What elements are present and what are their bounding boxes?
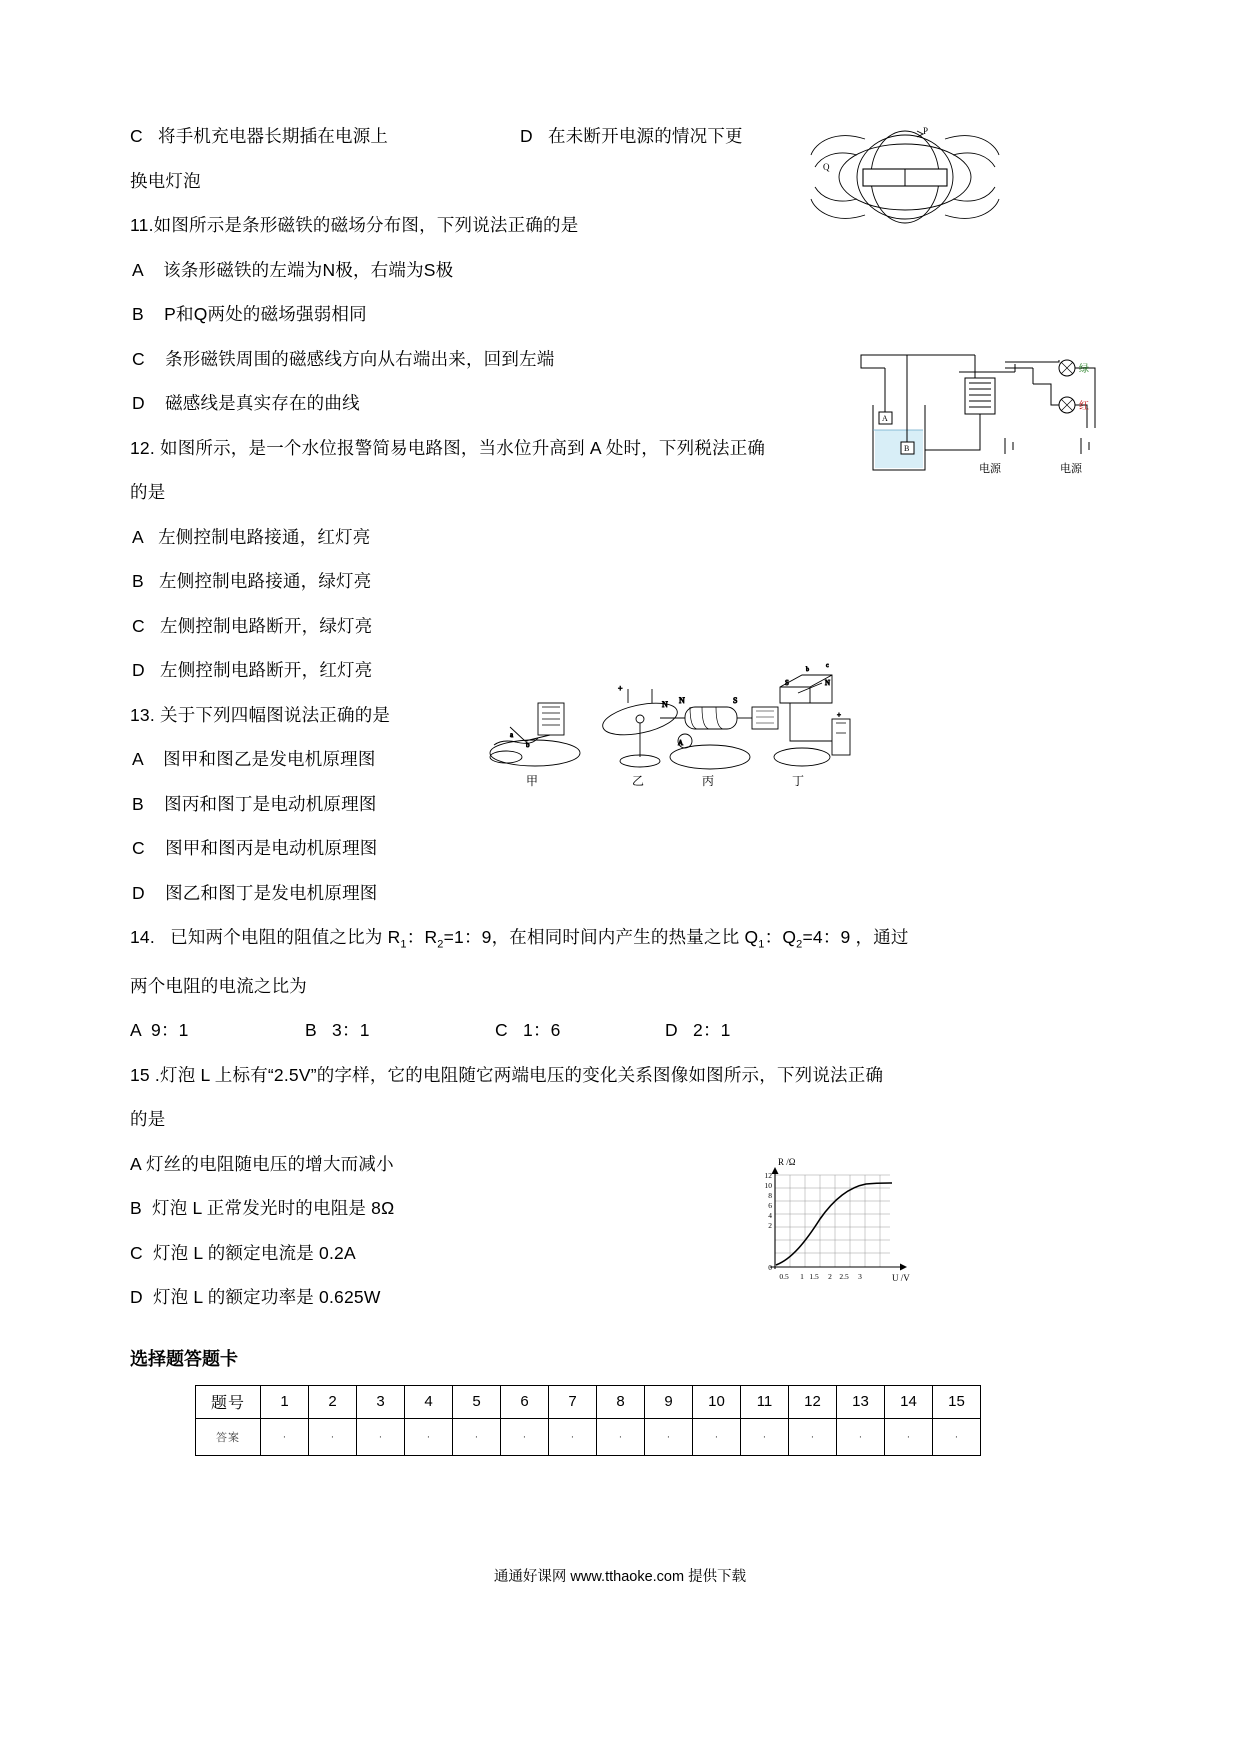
q14-stem-part4: ：Q xyxy=(764,927,797,947)
ytick-8: 8 xyxy=(768,1191,772,1200)
answer-cell-15[interactable]: · xyxy=(933,1418,981,1455)
row-header-number: 题号 xyxy=(196,1385,261,1418)
q15-option-d: D 灯泡 L 的额定功率是 0.625W xyxy=(130,1287,381,1307)
answer-cell-1[interactable]: · xyxy=(261,1418,309,1455)
svg-text:c: c xyxy=(826,663,829,669)
q11-option-a: A 该条形磁铁的左端为N极，右端为S极 xyxy=(132,259,454,280)
cell-number-15: 15 xyxy=(933,1385,981,1418)
q10-option-d: D 在未断开电源的情况下更 xyxy=(520,126,743,146)
svg-text:+: + xyxy=(618,684,623,693)
q10-option-d-cont: 换电灯泡 xyxy=(130,170,201,191)
svg-text:S: S xyxy=(785,679,789,687)
answer-cell-3[interactable]: · xyxy=(357,1418,405,1455)
chart-ylabel: R /Ω xyxy=(778,1157,796,1167)
magnet-label-p: P xyxy=(923,126,929,136)
svg-text:S: S xyxy=(733,696,738,705)
table-row-numbers xyxy=(196,1385,981,1418)
cell-number-13: 13 xyxy=(837,1385,885,1418)
answer-cell-11[interactable]: · xyxy=(741,1418,789,1455)
svg-text:+: + xyxy=(837,711,841,719)
answer-cell-4[interactable]: · xyxy=(405,1418,453,1455)
svg-text:b: b xyxy=(806,667,809,673)
q11-option-d: D 磁感线是真实存在的曲线 xyxy=(132,393,360,413)
panel-caption-jia: 甲 xyxy=(526,774,539,788)
cell-number-9: 9 xyxy=(645,1385,693,1418)
xtick-15: 1.5 xyxy=(809,1272,819,1281)
answer-card-title: 选择题答题卡 xyxy=(130,1348,238,1369)
svg-text:b: b xyxy=(526,741,530,749)
answer-cell-9[interactable]: · xyxy=(645,1418,693,1455)
xtick-3: 3 xyxy=(858,1272,862,1281)
table-row-answers xyxy=(196,1418,981,1455)
answer-cell-8[interactable]: · xyxy=(597,1418,645,1455)
q15-stem-cont: 的是 xyxy=(130,1109,166,1129)
q14-stem xyxy=(130,929,1110,951)
page-footer: 通通好课网 www.tthaoke.com 提供下载 xyxy=(493,1569,747,1585)
svg-text:N: N xyxy=(662,700,668,709)
q14-stem-cont: 两个电阻的电流之比为 xyxy=(130,975,307,996)
alarm-label-source1: 电源 xyxy=(979,463,1001,475)
q13-option-a: A 图甲和图乙是发电机原理图 xyxy=(132,749,376,769)
magnet-label-q: Q xyxy=(823,162,830,172)
q12-option-a: A 左侧控制电路接通，红灯亮 xyxy=(132,526,371,547)
panel-caption-ding: 丁 xyxy=(792,774,805,788)
alarm-label-red: 红 xyxy=(1079,401,1089,412)
cell-number-2: 2 xyxy=(309,1385,357,1418)
svg-text:N: N xyxy=(679,696,685,705)
answer-cell-5[interactable]: · xyxy=(453,1418,501,1455)
answer-cell-14[interactable]: · xyxy=(885,1418,933,1455)
q12-stem: 12. 如图所示，是一个水位报警简易电路图，当水位升高到 A 处时，下列税法正确 xyxy=(130,437,766,458)
q15-stem: 15 .灯泡 L 上标有“2.5V”的字样，它的电阻随它两端电压的变化关系图像如图所示，下列说法正确 xyxy=(130,1064,884,1085)
alarm-label-b: B xyxy=(904,444,910,453)
answer-cell-2[interactable]: · xyxy=(309,1418,357,1455)
water-alarm-figure xyxy=(855,350,1115,490)
cell-number-6: 6 xyxy=(501,1385,549,1418)
cell-number-8: 8 xyxy=(597,1385,645,1418)
q15-option-a: A 灯丝的电阻随电压的增大而减小 xyxy=(130,1153,394,1174)
cell-number-3: 3 xyxy=(357,1385,405,1418)
cell-number-4: 4 xyxy=(405,1385,453,1418)
answer-cell-10[interactable]: · xyxy=(693,1418,741,1455)
q14-option-d: D 2：1 xyxy=(665,1020,731,1040)
ytick-4: 4 xyxy=(768,1211,772,1220)
q13-option-d: D 图乙和图丁是发电机原理图 xyxy=(132,882,378,903)
chart-xlabel: U /V xyxy=(892,1273,910,1283)
alarm-label-green: 绿 xyxy=(1079,364,1089,375)
cell-number-12: 12 xyxy=(789,1385,837,1418)
q14-option-c: C 1：6 xyxy=(495,1020,561,1040)
cell-number-10: 10 xyxy=(693,1385,741,1418)
cell-number-1: 1 xyxy=(261,1385,309,1418)
xtick-2: 2 xyxy=(828,1272,832,1281)
q15-option-b: B 灯泡 L 正常发光时的电阻是 8Ω xyxy=(130,1198,395,1218)
q13-option-b: B 图丙和图丁是电动机原理图 xyxy=(132,793,377,814)
q14-options xyxy=(130,1022,1110,1040)
q12-stem-cont: 的是 xyxy=(130,482,166,502)
alarm-label-a: A xyxy=(882,414,888,423)
xtick-1: 1 xyxy=(800,1272,804,1281)
ytick-6: 6 xyxy=(768,1201,772,1210)
q14-option-a: A 9：1 xyxy=(130,1020,189,1040)
four-panel-figure xyxy=(480,645,880,805)
row-header-answer: 答案 xyxy=(196,1418,261,1455)
ytick-12: 12 xyxy=(764,1171,772,1180)
q13-stem: 13. 关于下列四幅图说法正确的是 xyxy=(130,704,391,725)
q11-stem: 11.如图所示是条形磁铁的磁场分布图，下列说法正确的是 xyxy=(130,215,579,235)
resistance-voltage-chart xyxy=(740,1155,930,1300)
ytick-10: 10 xyxy=(764,1181,772,1190)
answer-card-table xyxy=(195,1385,981,1456)
q14-option-b: B 3：1 xyxy=(305,1020,370,1040)
q11-option-c: C 条形磁铁周围的磁感线方向从右端出来，回到左端 xyxy=(132,348,555,369)
svg-text:a: a xyxy=(510,731,514,739)
q13-option-c: C 图甲和图丙是电动机原理图 xyxy=(132,838,378,858)
q12-option-b: B 左侧控制电路接通，绿灯亮 xyxy=(132,571,372,591)
answer-cell-7[interactable]: · xyxy=(549,1418,597,1455)
q14-sub-2: 2 xyxy=(437,938,444,951)
cell-number-5: 5 xyxy=(453,1385,501,1418)
q15-option-c: C 灯泡 L 的额定电流是 0.2A xyxy=(130,1242,356,1263)
cell-number-11: 11 xyxy=(741,1385,789,1418)
cell-number-14: 14 xyxy=(885,1385,933,1418)
answer-cell-12[interactable]: · xyxy=(789,1418,837,1455)
q12-option-c: C 左侧控制电路断开，绿灯亮 xyxy=(132,615,373,636)
q12-option-d: D 左侧控制电路断开，红灯亮 xyxy=(132,660,373,680)
answer-cell-6[interactable]: · xyxy=(501,1418,549,1455)
alarm-label-source2: 电源 xyxy=(1060,463,1082,475)
ytick-0: 0 xyxy=(768,1263,772,1272)
q14-stem-part3: =1：9，在相同时间内产生的热量之比 Q xyxy=(443,927,759,947)
cell-number-7: 7 xyxy=(549,1385,597,1418)
panel-caption-yi: 乙 xyxy=(632,774,645,788)
svg-text:A: A xyxy=(678,739,684,747)
q14-sub-4: 2 xyxy=(796,938,803,951)
xtick-25: 2.5 xyxy=(839,1272,849,1281)
q11-option-b: B P和Q两处的磁场强弱相同 xyxy=(132,304,367,324)
q14-stem-part1: 14. 已知两个电阻的阻值之比为 R xyxy=(130,927,401,947)
svg-text:N: N xyxy=(825,679,831,687)
q10-option-c: C 将手机充电器长期插在电源上 xyxy=(130,126,389,146)
q14-sub-1: 1 xyxy=(400,938,407,951)
q14-stem-part5: =4：9 ，通过 xyxy=(802,927,909,947)
answer-cell-13[interactable]: · xyxy=(837,1418,885,1455)
xtick-05: 0.5 xyxy=(779,1272,789,1281)
q14-sub-3: 1 xyxy=(758,938,765,951)
ytick-2: 2 xyxy=(768,1221,772,1230)
q14-stem-part2: ：R xyxy=(406,927,438,947)
panel-caption-bing: 丙 xyxy=(702,774,715,788)
magnet-field-figure xyxy=(805,125,1005,230)
